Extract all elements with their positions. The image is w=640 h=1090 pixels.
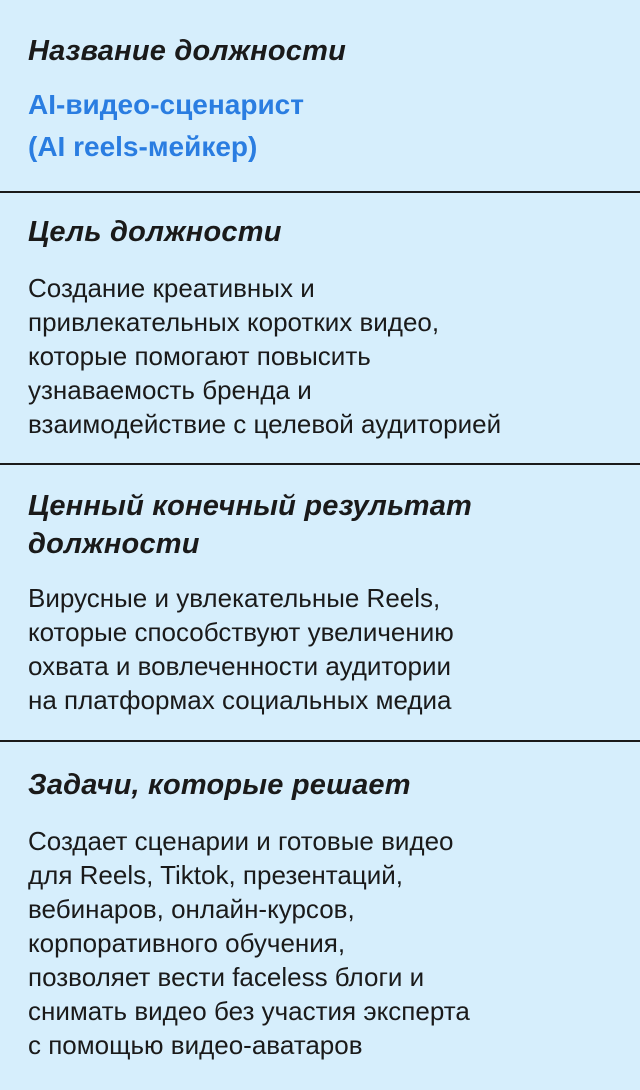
section-heading: Задачи, которые решает (28, 769, 411, 801)
body-line: Создает сценарии и готовые видео (28, 826, 454, 856)
heading-line: должности (28, 528, 200, 560)
job-title-value (28, 84, 612, 168)
body-line: которые способствуют увеличению (28, 617, 454, 647)
section-heading: Цель должности (28, 216, 282, 248)
section-valuable-result (0, 465, 640, 740)
body-line: корпоративного обучения, (28, 928, 346, 958)
heading-line: Ценный конечный результат (28, 490, 473, 522)
body-line: Вирусные и увлекательные Reels, (28, 583, 441, 613)
body-line: взаимодействие с целевой аудиторией (28, 409, 502, 439)
body-line: позволяет вести faceless блоги и (28, 962, 425, 992)
body-line: узнаваемость бренда и (28, 375, 312, 405)
section-job-goal (0, 193, 640, 463)
section-heading (28, 487, 612, 563)
body-line: которые помогают повысить (28, 341, 371, 371)
body-line: вебинаров, онлайн-курсов, (28, 894, 355, 924)
body-line: привлекательных коротких видео, (28, 307, 440, 337)
section-job-title (0, 0, 640, 191)
section-body (28, 824, 612, 1062)
body-line: для Reels, Tiktok, презентаций, (28, 860, 404, 890)
job-title-line: (AI reels-мейкер) (28, 131, 258, 162)
body-line: с помощью видео-аватаров (28, 1030, 363, 1060)
job-title-line: AI-видео-сценарист (28, 89, 304, 120)
body-line: снимать видео без участия эксперта (28, 996, 470, 1026)
section-tasks (0, 742, 640, 1090)
body-line: охвата и вовлеченности аудитории (28, 651, 452, 681)
section-body (28, 271, 612, 441)
section-body (28, 581, 612, 717)
section-heading: Название должности (28, 35, 347, 67)
body-line: Создание креативных и (28, 273, 315, 303)
body-line: на платформах социальных медиа (28, 685, 452, 715)
